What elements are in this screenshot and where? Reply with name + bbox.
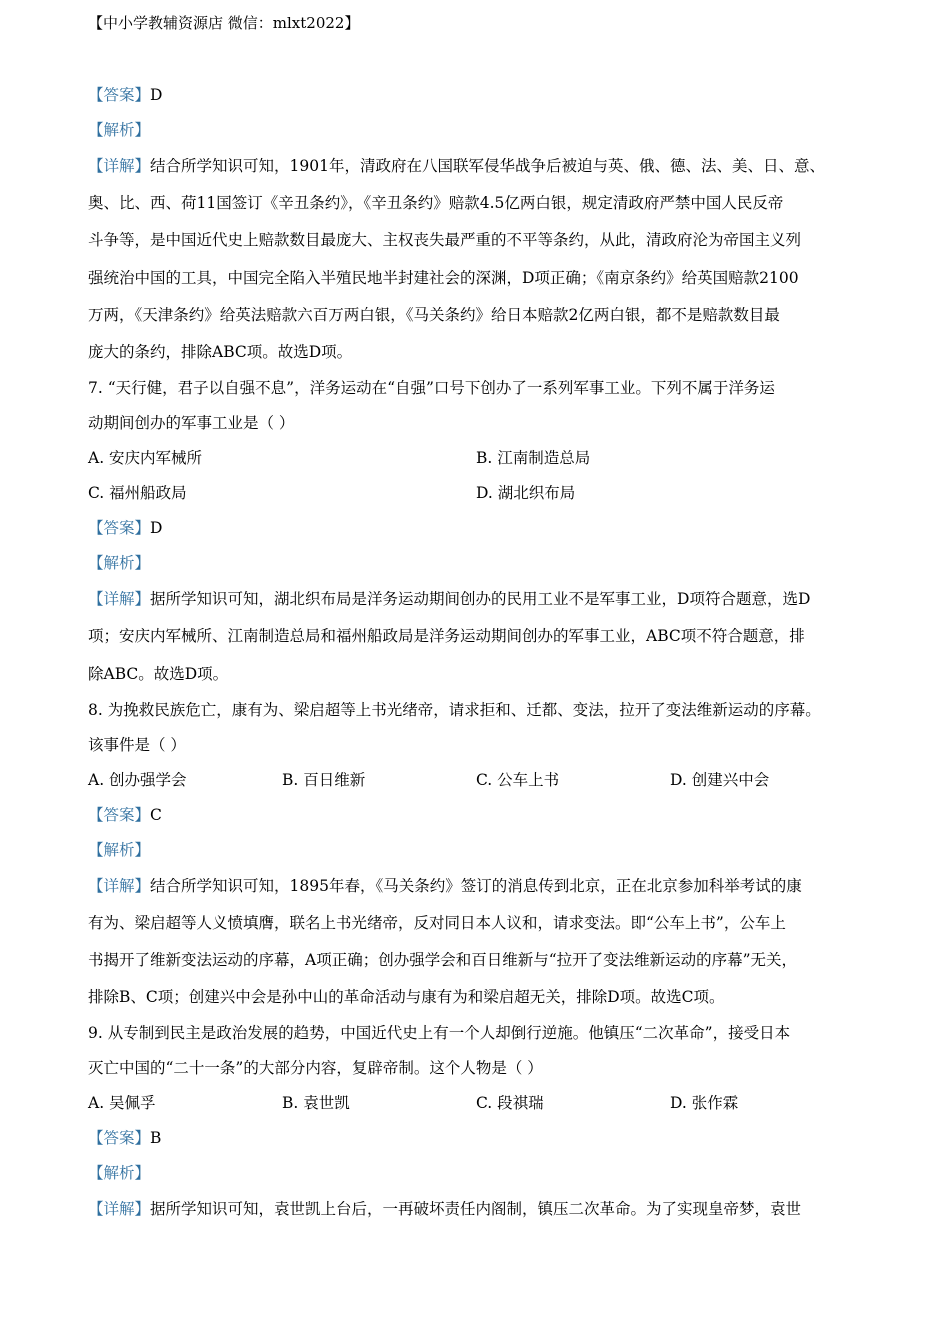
option-d: D. 张作霖	[670, 1094, 739, 1113]
option-b: B. 江南制造总局	[476, 449, 591, 468]
detail-line: 【详解】据所学知识可知，湖北织布局是洋务运动期间创办的民用工业不是军事工业，D项符合题意，选D	[88, 590, 811, 609]
detail-paragraph	[88, 868, 872, 1017]
option-a: A. 安庆内军械所	[88, 449, 203, 468]
option-c: C. 福州船政局	[88, 484, 187, 503]
detail-line: 庞大的条约，排除ABC项。故选D项。	[88, 342, 353, 361]
option-b: B. 百日维新	[282, 770, 366, 789]
question-line: 7. “天行健，君子以自强不息”，洋务运动在“自强”口号下创办了一系列军事工业。下列不属于洋务运	[88, 379, 775, 398]
detail-line: 项；安庆内军械所、江南制造总局和福州船政局是洋务运动期间创办的军事工业，ABC项不符合题意，排	[88, 627, 805, 646]
answer-value: D	[150, 86, 163, 104]
detail-line: 【详解】据所学知识可知，袁世凯上台后，一再破坏责任内阁制，镇压二次革命。为了实现皇帝梦，袁世	[88, 1200, 802, 1219]
detail-paragraph	[88, 1191, 872, 1228]
answer-tag: 【答案】	[88, 1129, 151, 1148]
detail-line: 【详解】结合所学知识可知，1895年春，《马关条约》签订的消息传到北京，正在北京参加科举考试的康	[88, 876, 802, 895]
detail-line: 排除B、C项；创建兴中会是孙中山的革命活动与康有为和梁启超无关，排除D项。故选C项。	[88, 988, 725, 1007]
analysis-tag: 【解析】	[88, 554, 151, 573]
options-row	[88, 1086, 872, 1121]
answer-tag: 【答案】	[88, 805, 151, 824]
page-header-watermark: 【中小学教辅资源店 微信：mlxt2022】	[88, 14, 360, 32]
answer-value: C	[150, 805, 162, 824]
detail-line: 有为、梁启超等人义愤填膺，联名上书光绪帝，反对同日本人议和，请求变法。即“公车上书”，公车上	[88, 913, 786, 932]
answer-line	[88, 511, 872, 546]
detail-line: 奥、比、西、荷11国签订《辛丑条约》，《辛丑条约》赔款4.5亿两白银，规定清政府严禁中国人民反帝	[88, 194, 784, 213]
option-d: D. 创建兴中会	[670, 770, 770, 789]
answer-line	[88, 78, 872, 113]
option-c: C. 段祺瑞	[476, 1094, 544, 1113]
option-a: A. 创办强学会	[88, 770, 187, 789]
question-line: 9. 从专制到民主是政治发展的趋势，中国近代史上有一个人却倒行逆施。他镇压“二次革命”，接受日本	[88, 1024, 791, 1043]
detail-tag: 【详解】	[88, 590, 151, 609]
answer-line	[88, 798, 872, 833]
detail-line: 万两，《天津条约》给英法赔款六百万两白银，《马关条约》给日本赔款2亿两白银，都不是赔款数目最	[88, 305, 780, 324]
analysis-line	[88, 1156, 872, 1191]
detail-paragraph	[88, 148, 872, 371]
answer-value: B	[150, 1129, 162, 1148]
detail-line: 斗争等，是中国近代史上赔款数目最庞大、主权丧失最严重的不平等条约，从此，清政府沦为帝国主义列	[88, 231, 802, 250]
detail-line: 强统治中国的工具，中国完全陷入半殖民地半封建社会的深渊，D项正确；《南京条约》给英国赔款2100	[88, 268, 799, 287]
options-row	[88, 763, 872, 798]
detail-line: 书揭开了维新变法运动的序幕，A项正确；创办强学会和百日维新与“拉开了变法维新运动的序幕”无关，	[88, 951, 798, 970]
options-row	[88, 476, 872, 511]
analysis-tag: 【解析】	[88, 840, 151, 859]
question-line: 8. 为挽救民族危亡，康有为、梁启超等上书光绪帝，请求拒和、迁都、变法，拉开了变法维新运动的序幕。	[88, 700, 821, 719]
option-d: D. 湖北织布局	[476, 484, 576, 503]
analysis-tag: 【解析】	[88, 1164, 151, 1183]
analysis-tag: 【解析】	[88, 121, 151, 139]
question-line: 灭亡中国的“二十一条”的大部分内容，复辟帝制。这个人物是（ ）	[88, 1059, 543, 1078]
options-row	[88, 441, 872, 476]
analysis-line	[88, 833, 872, 868]
document-body	[88, 78, 872, 1229]
answer-line	[88, 1121, 872, 1156]
detail-tag: 【详解】	[88, 1200, 151, 1219]
detail-line: 【详解】结合所学知识可知，1901年，清政府在八国联军侵华战争后被迫与英、俄、德、法、美、日、意、	[88, 157, 825, 175]
analysis-line	[88, 546, 872, 581]
question-line: 动期间创办的军事工业是（ ）	[88, 414, 295, 433]
option-c: C. 公车上书	[476, 770, 560, 789]
detail-tag: 【详解】	[88, 876, 151, 895]
detail-paragraph	[88, 581, 872, 693]
detail-tag: 【详解】	[88, 157, 151, 175]
answer-tag: 【答案】	[88, 86, 151, 104]
question-line: 该事件是（ ）	[88, 735, 186, 754]
option-a: A. 吴佩孚	[88, 1094, 156, 1113]
answer-tag: 【答案】	[88, 519, 151, 538]
analysis-line	[88, 113, 872, 148]
detail-line: 除ABC。故选D项。	[88, 664, 229, 683]
option-b: B. 袁世凯	[282, 1094, 350, 1113]
answer-value: D	[150, 519, 163, 538]
